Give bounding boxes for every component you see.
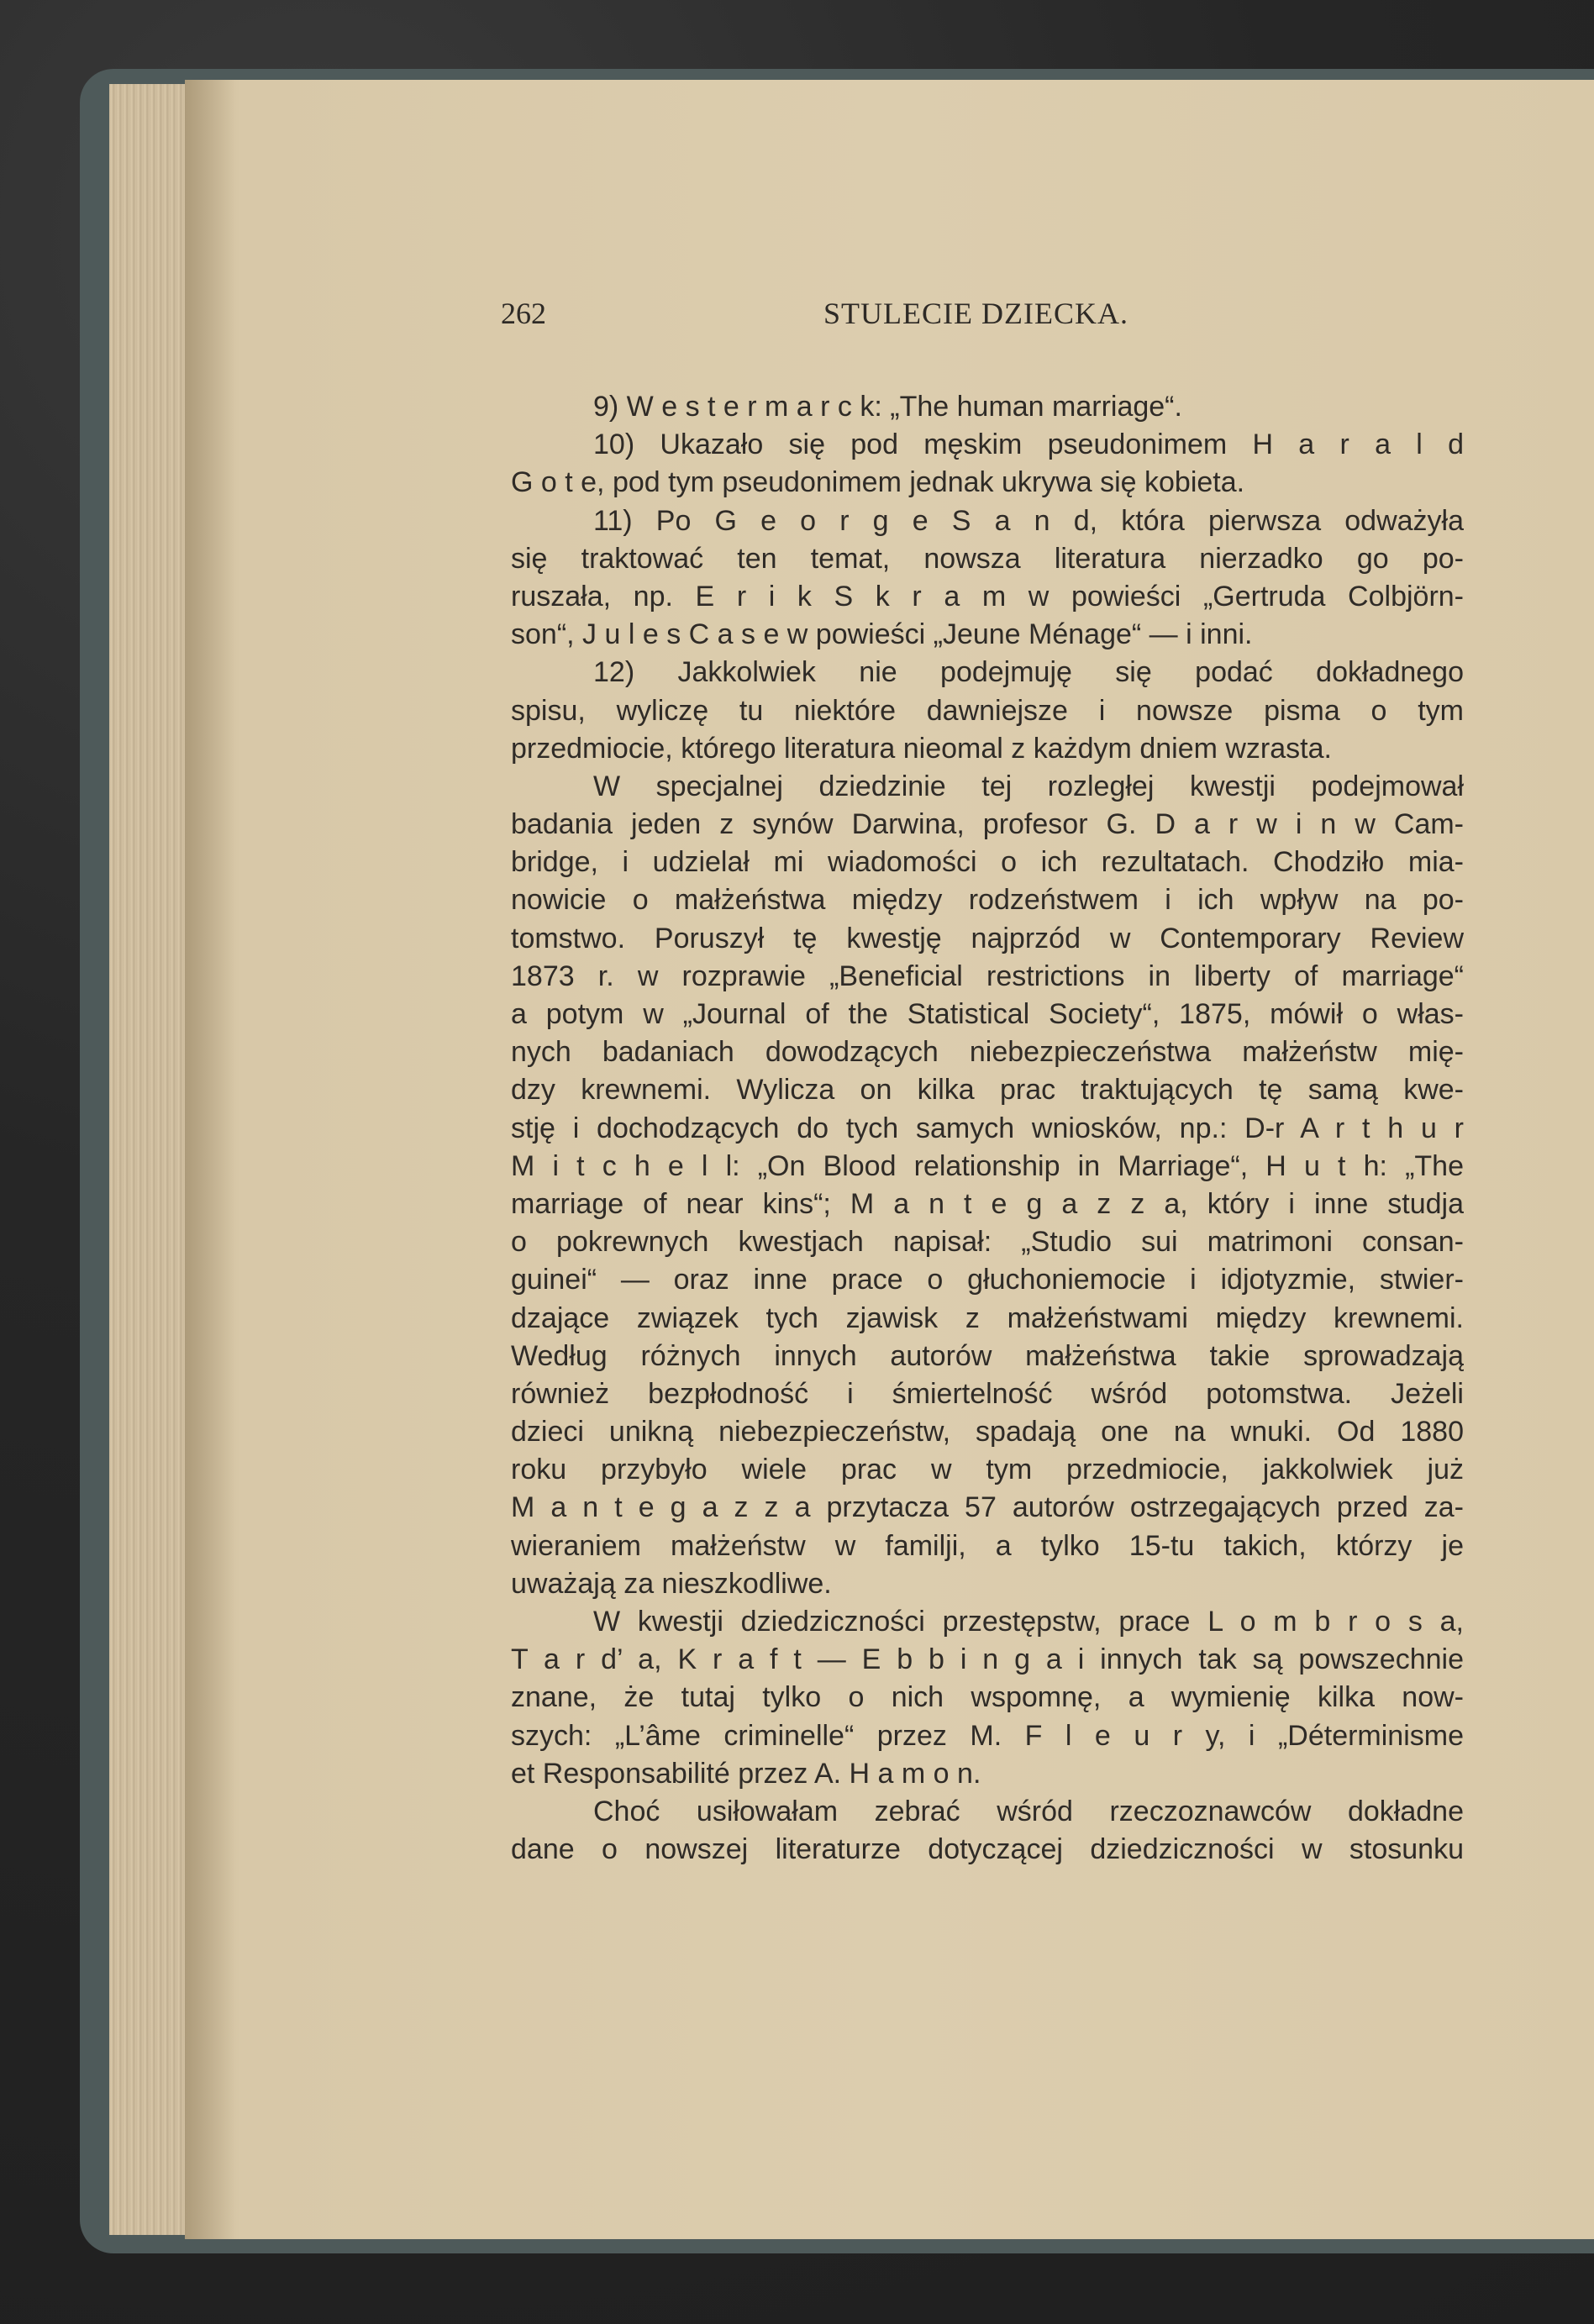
text-line: uważają za nieszkodliwe. — [511, 1567, 832, 1600]
text-line: wieraniem małżeństw w familji, a tylko 15-tu takich, którzy je — [511, 1529, 1464, 1562]
text-line: szych: „L’âme criminelle“ przez M. F l e u r y, i „Déterminisme — [511, 1719, 1464, 1752]
text-line: dzieci unikną niebezpieczeństw, spadają one na wnuki. Od 1880 — [511, 1416, 1464, 1449]
text-line: 1873 r. w rozprawie „Beneficial restrictions in liberty of marriage“ — [511, 960, 1464, 992]
text-line: W specjalnej dziedzinie tej rozległej kwestji podejmował — [593, 770, 1464, 802]
text-line: dane o nowszej literaturze dotyczącej dziedziczności w stosunku — [511, 1833, 1464, 1866]
text-line: son“, J u l e s C a s e w powieści „Jeune Ménage“ — i inni. — [511, 618, 1253, 651]
text-line: dzy krewnemi. Wylicza on kilka prac traktujących tę samą kwe- — [511, 1074, 1464, 1107]
text-line: Choć usiłowałam zebrać wśród rzeczoznawców dokładne — [593, 1795, 1464, 1827]
text-line: M i t c h e l l: „On Blood relationship in Marriage“, H u t h: „The — [511, 1149, 1464, 1182]
text-line: nowicie o małżeństwa między rodzeństwem i ich wpływ na po- — [511, 884, 1464, 917]
text-line: ruszała, np. E r i k S k r a m w powieści „Gertruda Colbjörn- — [511, 580, 1464, 613]
text-line: również bezpłodność i śmiertelność wśród potomstwa. Jeżeli — [511, 1377, 1464, 1410]
text-line: spisu, wyliczę tu niektóre dawniejsze i nowsze pisma o tym — [511, 694, 1464, 727]
text-line: o pokrewnych kwestjach napisał: „Studio sui matrimoni consan- — [511, 1226, 1464, 1259]
text-line: znane, że tutaj tylko o nich wspomnę, a wymienię kilka now- — [511, 1681, 1464, 1714]
page-number: 262 — [501, 297, 546, 330]
text-line: G o t e, pod tym pseudonimem jednak ukrywa się kobieta. — [511, 466, 1245, 499]
text-line: roku przybyło wiele prac w tym przedmiocie, jakkolwiek już — [511, 1454, 1464, 1486]
body-text — [511, 388, 1464, 1869]
text-line: M a n t e g a z z a przytacza 57 autorów ostrzegających przed za- — [511, 1491, 1464, 1524]
text-line: 12) Jakkolwiek nie podejmuję się podać dokładnego — [593, 656, 1464, 689]
text-line: nych badaniach dowodzących niebezpieczeństwa małżeństw mię- — [511, 1036, 1464, 1069]
text-line: się traktować ten temat, nowsza literatura nierzadko go po- — [511, 542, 1464, 575]
text-line: badania jeden z synów Darwina, profesor G. D a r w i n w Cam- — [511, 808, 1464, 841]
gutter-shadow — [185, 80, 235, 2239]
text-line: 9) W e s t e r m a r c k: „The human marriage“. — [593, 391, 1182, 423]
text-line: guinei“ — oraz inne prace o głuchoniemocie i idjotyzmie, stwier- — [511, 1264, 1464, 1296]
text-line: marriage of near kins“; M a n t e g a z z a, który i inne studja — [511, 1187, 1464, 1220]
text-line: a potym w „Journal of the Statistical Society“, 1875, mówił o włas- — [511, 998, 1464, 1030]
text-line: stję i dochodzących do tych samych wniosków, np.: D-r A r t h u r — [511, 1112, 1464, 1144]
text-line: W kwestji dziedziczności przestępstw, prace L o m b r o s a, — [593, 1606, 1464, 1638]
text-line: przedmiocie, którego literatura nieomal z każdym dniem wzrasta. — [511, 732, 1332, 765]
running-header — [501, 296, 1464, 338]
text-line: Według różnych innych autorów małżeństwa takie sprowadzają — [511, 1339, 1464, 1372]
text-line: bridge, i udzielał mi wiadomości o ich rezultatach. Chodziło mia- — [511, 846, 1464, 879]
text-line: 11) Po G e o r g e S a n d, która pierwsza odważyła — [593, 504, 1464, 537]
text-line: et Responsabilité przez A. H a m o n. — [511, 1757, 981, 1790]
text-line: tomstwo. Poruszył tę kwestję najprzód w Contemporary Review — [511, 922, 1464, 954]
text-line: T a r d’ a, K r a f t — E b b i n g a i innych tak są powszechnie — [511, 1643, 1464, 1676]
text-line: 10) Ukazało się pod męskim pseudonimem H a r a l d — [593, 429, 1464, 461]
running-title: STULECIE DZIECKA. — [823, 297, 1128, 330]
text-line: dzające związek tych zjawisk z małżeństwami między krewnemi. — [511, 1301, 1464, 1334]
